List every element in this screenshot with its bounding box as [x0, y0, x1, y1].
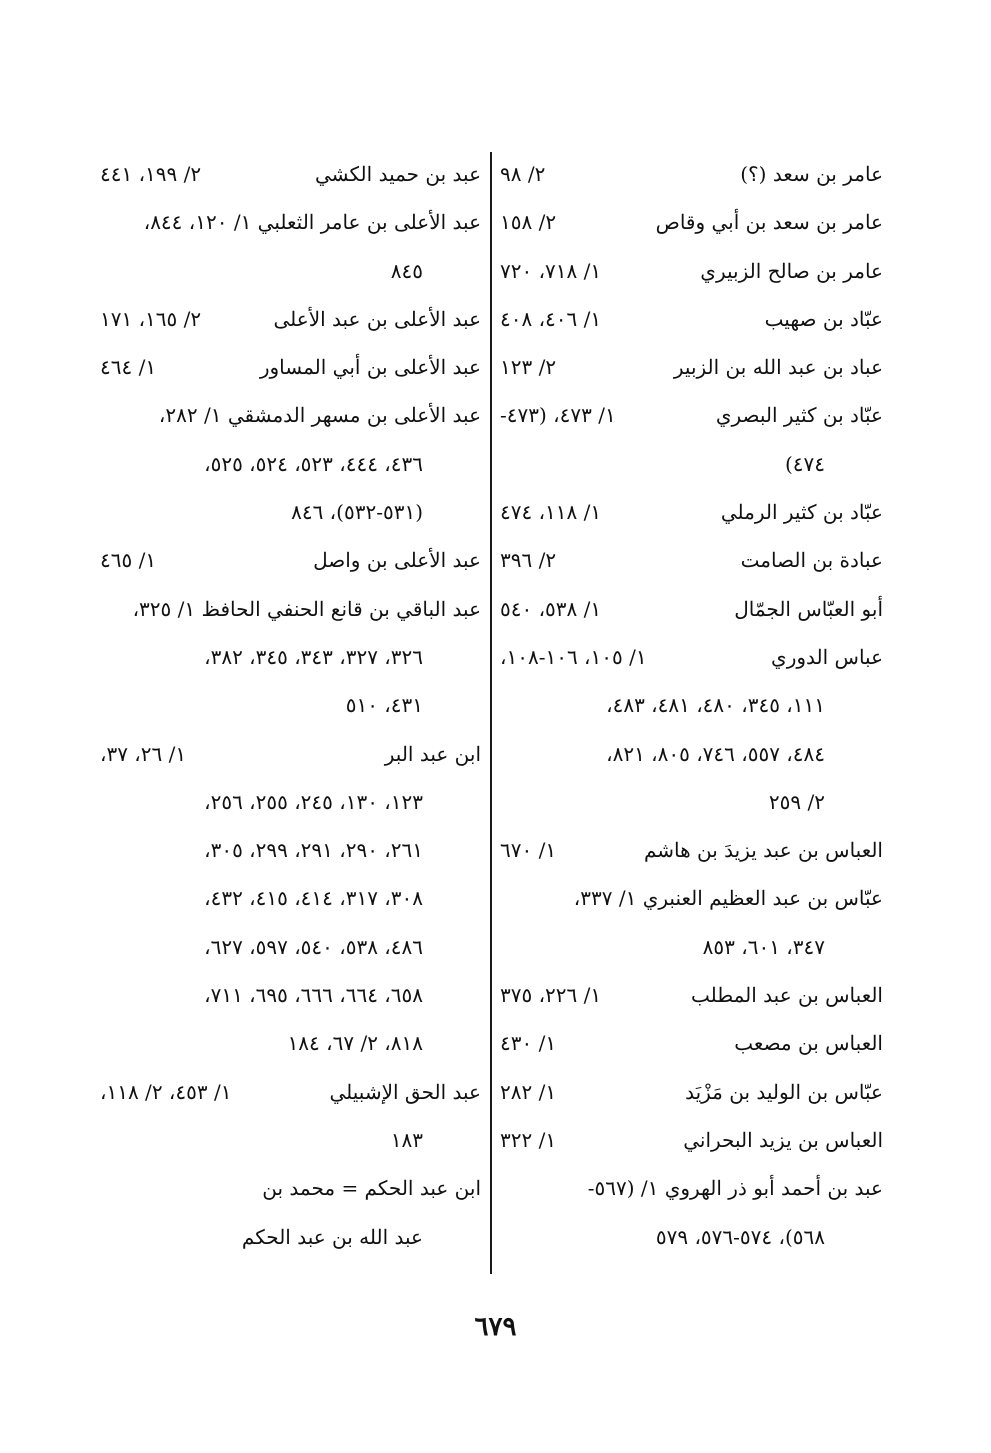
- index-entry: [500, 826, 883, 874]
- entry-continuation: ٥٦٨)، ٥٧٤-٥٧٦، ٥٧٩: [655, 1224, 825, 1249]
- entry-continuation: ٤٣٦، ٤٤٤، ٥٢٣، ٥٢٤، ٥٢٥،: [204, 451, 423, 476]
- index-entry: [500, 295, 883, 343]
- index-entry: [500, 1019, 883, 1067]
- entry-continuation: ٨٤٥: [390, 258, 423, 283]
- entry-page-refs: ٢/ ١٦٥، ١٧١: [100, 306, 202, 331]
- entry-name: عبد الحق الإشبيلي: [329, 1079, 481, 1104]
- entry-continuation: ١٨٣: [390, 1127, 423, 1152]
- entry-page-refs: ١/ ٤٣٠: [500, 1031, 557, 1056]
- index-entry: [100, 343, 481, 391]
- index-entry: عبد الأعلى بن عامر الثعلبي ١/ ١٢٠، ٨٤٤،: [143, 210, 481, 235]
- index-entry: عبد الأعلى بن مسهر الدمشقي ١/ ٢٨٢،: [158, 403, 481, 428]
- entry-continuation: ١٢٣، ١٣٠، ٢٤٥، ٢٥٥، ٢٥٦،: [204, 789, 423, 814]
- entry-continuation: ٤٨٤، ٥٥٧، ٧٤٦، ٨٠٥، ٨٢١،: [606, 741, 825, 766]
- index-entry: [500, 391, 883, 439]
- entry-page-refs: ١/ ٧١٨، ٧٢٠: [500, 258, 602, 283]
- entry-name: عباس الدوري: [771, 644, 883, 669]
- index-entry: [500, 343, 883, 391]
- index-entry: [500, 247, 883, 295]
- entry-continuation: ١١١، ٣٤٥، ٤٨٠، ٤٨١، ٤٨٣،: [606, 693, 825, 718]
- entry-continuation: ٤٨٦، ٥٣٨، ٥٤٠، ٥٩٧، ٦٢٧،: [204, 934, 423, 959]
- entry-continuation: ٤٧٤): [784, 451, 825, 476]
- entry-page-refs: ١/ ٢٢٦، ٣٧٥: [500, 983, 602, 1008]
- page-number: ٦٧٩: [474, 1312, 517, 1342]
- entry-name: عبد الأعلى بن أبي المساور: [259, 355, 481, 380]
- entry-name: عامر بن صالح الزبيري: [700, 258, 883, 283]
- entry-continuation: ٣٤٧، ٦٠١، ٨٥٣: [702, 934, 825, 959]
- entry-name: عامر بن سعد بن أبي وقاص: [655, 210, 883, 235]
- index-entry: [500, 971, 883, 1019]
- index-entry: [500, 198, 883, 246]
- entry-name: عامر بن سعد (؟): [740, 162, 883, 186]
- entry-page-refs: ١/ ٤٠٦، ٤٠٨: [500, 306, 602, 331]
- entry-continuation: ٢٦١، ٢٩٠، ٢٩١، ٢٩٩، ٣٠٥،: [204, 838, 423, 863]
- entry-page-refs: ٢/ ١٥٨: [500, 210, 557, 235]
- index-entry: [500, 1068, 883, 1116]
- entry-continuation: ٣٠٨، ٣١٧، ٤١٤، ٤١٥، ٤٣٢،: [204, 886, 423, 911]
- index-entry: عبد الباقي بن قانع الحنفي الحافظ ١/ ٣٢٥،: [132, 596, 481, 621]
- entry-page-refs: ١/ ١١٨، ٤٧٤: [500, 500, 602, 525]
- index-entry: [100, 536, 481, 584]
- entry-page-refs: ١/ ٥٣٨، ٥٤٠: [500, 596, 602, 621]
- entry-name: العباس بن مصعب: [734, 1031, 883, 1056]
- entry-continuation: ٦٥٨، ٦٦٤، ٦٦٦، ٦٩٥، ٧١١،: [204, 983, 423, 1008]
- index-entry: [500, 150, 883, 198]
- index-entry: عبد بن أحمد أبو ذر الهروي ١/ (٥٦٧-: [587, 1176, 883, 1201]
- entry-name: عبّاس بن الوليد بن مَزْيَد: [685, 1079, 883, 1104]
- entry-page-refs: ١/ ٣٢٢: [500, 1127, 557, 1152]
- entry-continuation: ٨١٨، ٢/ ٦٧، ١٨٤: [287, 1031, 423, 1056]
- entry-name: عباد بن عبد الله بن الزبير: [673, 355, 883, 380]
- entry-page-refs: ١/ ٤٧٣، (٤٧٣-: [500, 403, 616, 428]
- entry-continuation: ٤٣١، ٥١٠: [345, 693, 423, 718]
- entry-page-refs: ١/ ٢٨٢: [500, 1079, 557, 1104]
- entry-page-refs: ١/ ١٠٥، ١٠٦-١٠٨،: [500, 644, 647, 669]
- entry-name: عبّاد بن كثير البصري: [715, 403, 883, 428]
- index-column-left: [100, 150, 481, 1261]
- index-entry: [100, 150, 481, 198]
- entry-page-refs: ١/ ٤٥٣، ٢/ ١١٨،: [100, 1079, 232, 1104]
- column-divider: [490, 152, 492, 1274]
- index-column-right: [500, 150, 883, 1261]
- entry-name: العباس بن عبد المطلب: [690, 983, 883, 1008]
- index-entry: [500, 1116, 883, 1164]
- entry-name: عبد الأعلى بن واصل: [313, 548, 481, 573]
- entry-name: عبد بن حميد الكشي: [315, 162, 481, 186]
- entry-page-refs: ٢/ ٩٨: [500, 162, 546, 186]
- entry-name: العباس بن يزيد البحراني: [683, 1127, 883, 1152]
- entry-page-refs: ١/ ٤٦٥: [100, 548, 157, 573]
- entry-continuation: عبد الله بن عبد الحكم: [241, 1224, 423, 1249]
- entry-name: عبّاد بن كثير الرملي: [720, 500, 883, 525]
- entry-name: عبادة بن الصامت: [740, 548, 883, 573]
- entry-page-refs: ٢/ ٣٩٦: [500, 548, 557, 573]
- index-entry: عبّاس بن عبد العظيم العنبري ١/ ٣٣٧،: [573, 886, 883, 911]
- entry-page-refs: ٢/ ١٩٩، ٤٤١: [100, 162, 202, 186]
- entry-name: عبد الأعلى بن عبد الأعلى: [273, 306, 481, 331]
- index-entry: [100, 1068, 481, 1116]
- entry-name: عبّاد بن صهيب: [764, 306, 883, 331]
- entry-continuation: ٣٢٦، ٣٢٧، ٣٤٣، ٣٤٥، ٣٨٢،: [204, 644, 423, 669]
- entry-continuation: ٢/ ٢٥٩: [768, 789, 825, 814]
- index-entry: [500, 536, 883, 584]
- index-entry: [500, 488, 883, 536]
- entry-continuation: (٥٣١-٥٣٢)، ٨٤٦: [291, 500, 423, 525]
- index-entry: ابن عبد الحكم = محمد بن: [262, 1176, 481, 1201]
- entry-name: العباس بن عبد يزيدَ بن هاشم: [643, 838, 883, 863]
- entry-page-refs: ١/ ٦٧٠: [500, 838, 557, 863]
- entry-name: ابن عبد البر: [384, 741, 481, 766]
- entry-page-refs: ٢/ ١٢٣: [500, 355, 557, 380]
- index-entry: [500, 585, 883, 633]
- entry-page-refs: ١/ ٤٦٤: [100, 355, 157, 380]
- index-entry: [500, 633, 883, 681]
- index-entry: [100, 295, 481, 343]
- entry-page-refs: ١/ ٢٦، ٣٧،: [100, 741, 187, 766]
- entry-name: أبو العبّاس الجمّال: [734, 596, 883, 621]
- index-entry: [100, 730, 481, 778]
